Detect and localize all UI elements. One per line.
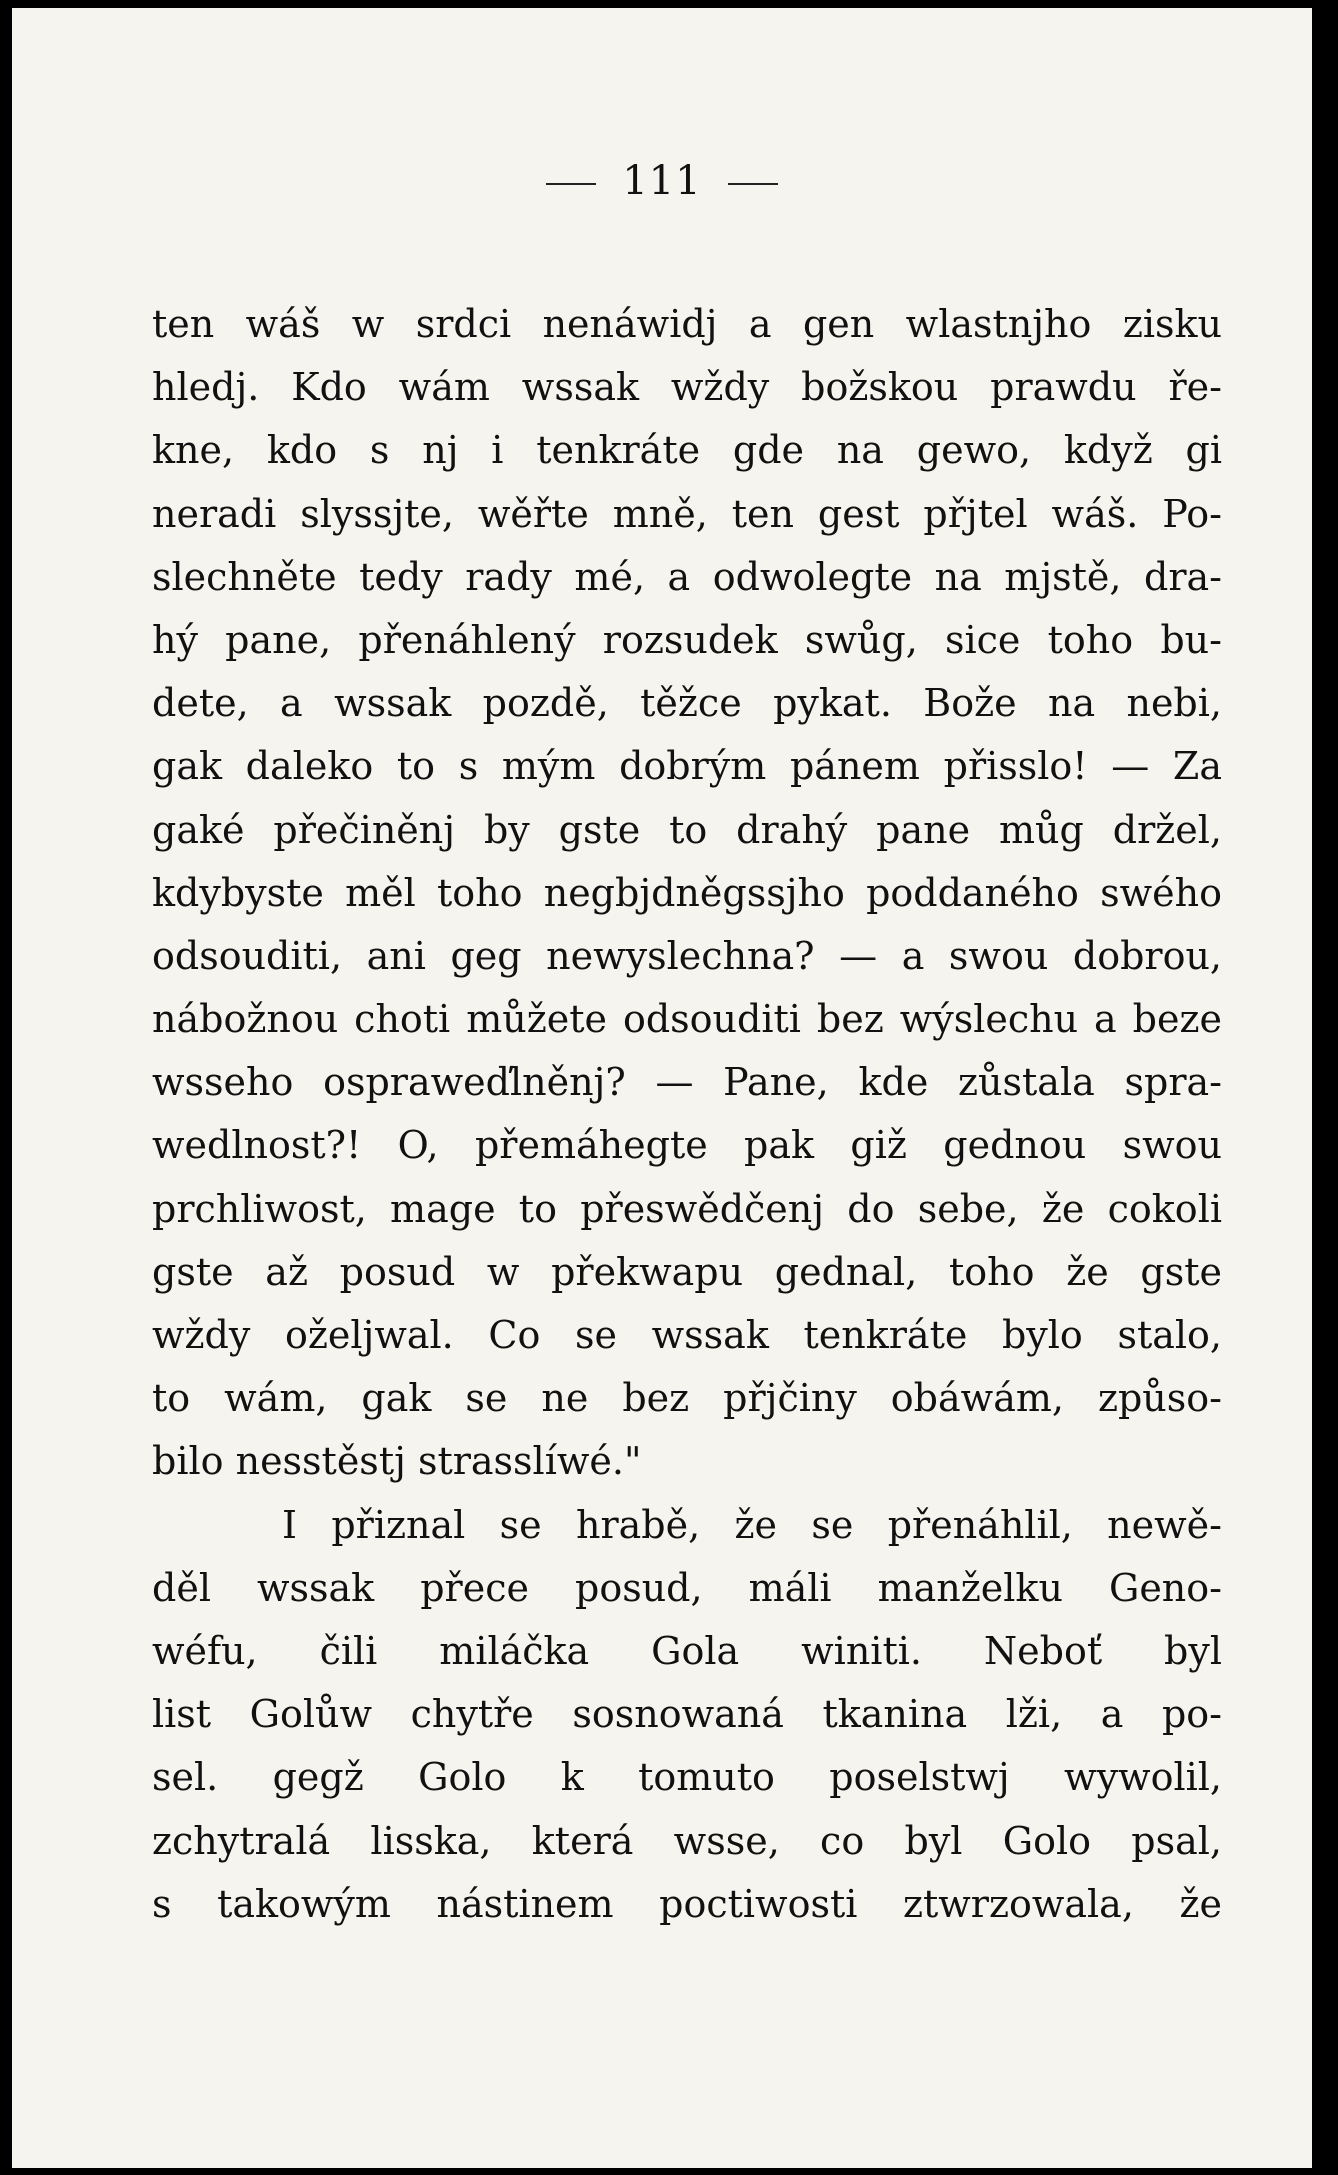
right-dash <box>728 183 778 185</box>
text-line: odsouditi, ani geg newyslechna? — a swou dobrou, <box>152 933 1222 978</box>
text-line: kdybyste měl toho negbjdněgssjho poddaného swého <box>152 870 1222 915</box>
page-header <box>12 158 1312 204</box>
text-line: I přiznal se hrabě, že se přenáhlil, newě- <box>282 1502 1222 1547</box>
text-line: děl wssak přece posud, máli manželku Geno- <box>152 1565 1222 1610</box>
text-line: gaké přečiněnj by gste to drahý pane můg držel, <box>152 807 1222 852</box>
text-line: dete, a wssak pozdě, těžce pykat. Bože na nebi, <box>152 681 1222 726</box>
body-text <box>152 293 1222 1936</box>
text-line: hý pane, přenáhlený rozsudek swůg, sice toho bu- <box>152 617 1222 662</box>
text-line: slechněte tedy rady mé, a odwolegte na mjstě, dra- <box>152 554 1222 599</box>
text-line: zchytralá lisska, která wsse, co byl Golo psal, <box>152 1818 1222 1863</box>
text-line: gak daleko to s mým dobrým pánem přisslo! — Za <box>152 744 1222 789</box>
text-line: bilo nesstěstj strasslíwé." <box>152 1439 642 1484</box>
text-line: ten wáš w srdci nenáwidj a gen wlastnjho zisku <box>152 302 1222 346</box>
text-line: wždy oželjwal. Co se wssak tenkráte bylo stalo, <box>152 1313 1222 1357</box>
text-line: sel. gegž Golo k tomuto poselstwj wywolil, <box>152 1755 1222 1800</box>
text-line: to wám, gak se ne bez přjčiny obáwám, způso- <box>152 1376 1222 1421</box>
book-page <box>12 8 1312 2168</box>
text-line: wéfu, čili miláčka Golа winiti. Neboť byl <box>152 1628 1222 1673</box>
page-number: 111 <box>622 158 702 204</box>
text-line: gste až posud w překwapu gednal, toho že gste <box>152 1249 1222 1294</box>
text-line: list Golůw chytře sosnowaná tkanina lži, a po- <box>152 1692 1222 1737</box>
text-line: nábožnou choti můžete odsouditi bez wýslechu a beze <box>152 997 1222 1042</box>
text-line: kne, kdo s nj i tenkráte gde na gewo, když gi <box>152 428 1222 473</box>
text-line: neradi slyssjte, wěřte mně, ten gest přjtel wáš. Po- <box>152 491 1222 536</box>
text-line: wsseho ospraweďlněnj? — Pane, kde zůstala spra- <box>152 1060 1222 1105</box>
left-dash <box>546 183 596 185</box>
text-line: prchliwost, mage to přeswědčenj do sebe, že cokoli <box>152 1186 1222 1231</box>
text-line: hledj. Kdo wám wssak wždy božskou prawdu ře- <box>152 365 1222 410</box>
text-line: wedlnost?! O, přemáhegte pak giž gednou swou <box>152 1123 1222 1168</box>
text-line: s takowým nástinem poctiwosti ztwrzowala, že <box>152 1881 1222 1926</box>
